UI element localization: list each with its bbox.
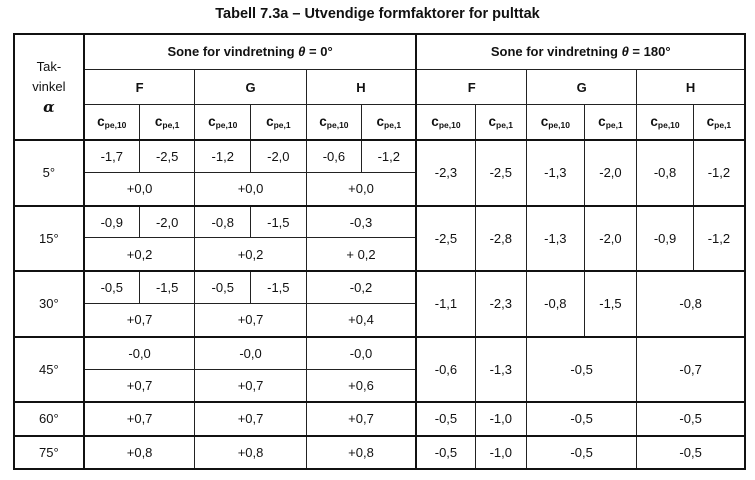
value-cell: -0,3 (306, 206, 416, 238)
value-cell: -1,0 (475, 402, 527, 435)
coef-header-cpe1: $c_{pe,1}$ (584, 105, 637, 140)
value-cell: -0,5 (416, 436, 475, 469)
value-cell: +0,6 (306, 369, 416, 402)
value-cell: -0,5 (637, 436, 745, 469)
angle-header-line1: Tak- (36, 59, 62, 75)
coef-header-cpe1: $c_{pe,1}$ (362, 105, 417, 140)
value-cell: -1,5 (139, 271, 195, 303)
value-cell: -0,0 (306, 337, 416, 369)
angle-cell-30: 30° (14, 271, 84, 337)
value-cell: -0,9 (637, 206, 694, 272)
value-cell: +0,0 (306, 172, 416, 205)
value-cell: -0,5 (527, 402, 637, 435)
value-cell: -2,0 (584, 140, 637, 206)
angle-header (14, 34, 84, 140)
value-cell: +0,8 (195, 436, 306, 469)
value-cell: -2,0 (139, 206, 195, 238)
value-cell: +0,0 (195, 172, 306, 205)
value-cell: -0,5 (84, 271, 140, 303)
value-cell: -0,8 (637, 271, 745, 337)
value-cell: -0,5 (527, 337, 637, 403)
value-cell: -0,2 (306, 271, 416, 303)
value-cell: -1,2 (693, 140, 745, 206)
value-cell: -1,7 (84, 140, 140, 172)
value-cell: -0,5 (195, 271, 251, 303)
coef-header-cpe1: $c_{pe,1}$ (693, 105, 745, 140)
angle-cell-60: 60° (14, 402, 84, 435)
value-cell: +0,7 (195, 402, 306, 435)
value-cell: -2,5 (475, 140, 527, 206)
value-cell: + 0,2 (306, 238, 416, 271)
coef-header-cpe1: $c_{pe,1}$ (251, 105, 307, 140)
value-cell: +0,4 (306, 303, 416, 336)
angle-cell-75: 75° (14, 436, 84, 469)
value-cell: -1,2 (362, 140, 417, 172)
zone-h-header-0: H (306, 69, 416, 104)
value-cell: -1,3 (527, 206, 585, 272)
coef-header-cpe1: $c_{pe,1}$ (475, 105, 527, 140)
direction-180-header (416, 34, 745, 69)
value-cell: -0,8 (637, 140, 694, 206)
coef-header-cpe10: $c_{pe,10}$ (416, 105, 475, 140)
value-cell: -2,5 (139, 140, 195, 172)
value-cell: -1,5 (584, 271, 637, 337)
value-cell: -1,3 (527, 140, 585, 206)
direction-0-value: = 0° (305, 44, 333, 60)
value-cell: -0,5 (416, 402, 475, 435)
value-cell: -1,5 (251, 271, 307, 303)
theta-symbol-180: θ (621, 44, 629, 60)
value-cell: +0,7 (84, 303, 195, 336)
value-cell: +0,7 (84, 402, 195, 435)
value-cell: -0,8 (195, 206, 251, 238)
value-cell: +0,2 (84, 238, 195, 271)
coef-header-cpe1: $c_{pe,1}$ (139, 105, 195, 140)
alpha-symbol: α (43, 98, 55, 117)
value-cell: +0,7 (195, 303, 306, 336)
direction-180-prefix: Sone for vindretning (490, 44, 622, 60)
zone-g-header-0: G (195, 69, 306, 104)
value-cell: -0,6 (306, 140, 362, 172)
zone-f-header-180: F (416, 69, 526, 104)
coef-header-cpe10: $c_{pe,10}$ (637, 105, 694, 140)
value-cell: -0,0 (195, 337, 306, 369)
value-cell: +0,7 (84, 369, 195, 402)
value-cell: +0,7 (195, 369, 306, 402)
value-cell: +0,0 (84, 172, 195, 205)
form-factor-table (13, 33, 746, 470)
value-cell: -2,8 (475, 206, 527, 272)
angle-cell-15: 15° (14, 206, 84, 272)
theta-symbol-0: θ (298, 44, 306, 60)
value-cell: -0,8 (527, 271, 585, 337)
value-cell: -1,1 (416, 271, 475, 337)
direction-0-header (84, 34, 417, 69)
coef-header-cpe10: $c_{pe,10}$ (527, 105, 585, 140)
value-cell: -2,3 (416, 140, 475, 206)
coef-header-cpe10: $c_{pe,10}$ (195, 105, 251, 140)
zone-h-header-180: H (637, 69, 745, 104)
value-cell: -0,5 (637, 402, 745, 435)
value-cell: -0,7 (637, 337, 745, 403)
direction-0-prefix: Sone for vindretning (167, 44, 299, 60)
value-cell: -1,2 (195, 140, 251, 172)
angle-header-line2: vinkel (32, 79, 66, 95)
value-cell: -1,3 (475, 337, 527, 403)
zone-f-header-0: F (84, 69, 195, 104)
value-cell: -0,9 (84, 206, 140, 238)
value-cell: -1,2 (693, 206, 745, 272)
value-cell: -2,3 (475, 271, 527, 337)
value-cell: -2,0 (251, 140, 307, 172)
value-cell: -0,5 (527, 436, 637, 469)
value-cell: +0,8 (306, 436, 416, 469)
value-cell: -1,5 (251, 206, 307, 238)
zone-g-header-180: G (527, 69, 637, 104)
table-title: Tabell 7.3a – Utvendige formfaktorer for pulttak (215, 6, 540, 22)
coef-header-cpe10: $c_{pe,10}$ (84, 105, 140, 140)
value-cell: +0,7 (306, 402, 416, 435)
value-cell: -0,0 (84, 337, 195, 369)
value-cell: -2,5 (416, 206, 475, 272)
value-cell: -2,0 (584, 206, 637, 272)
value-cell: +0,8 (84, 436, 195, 469)
angle-cell-5: 5° (14, 140, 84, 206)
value-cell: -0,6 (416, 337, 475, 403)
value-cell: -1,0 (475, 436, 527, 469)
angle-cell-45: 45° (14, 337, 84, 403)
coef-header-cpe10: $c_{pe,10}$ (306, 105, 362, 140)
direction-180-value: = 180° (628, 44, 671, 60)
value-cell: +0,2 (195, 238, 306, 271)
